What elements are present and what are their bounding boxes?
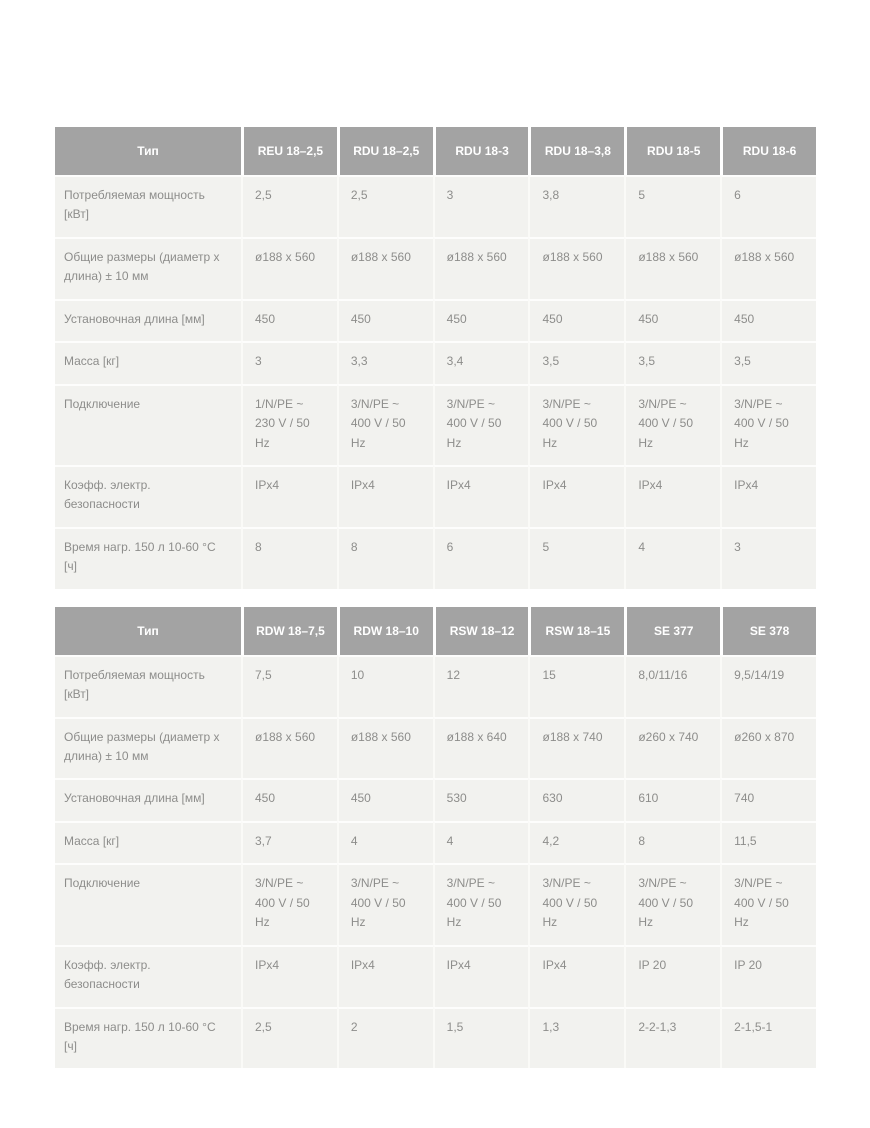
- spec-table-2: [55, 607, 816, 1069]
- table-row: [55, 655, 816, 717]
- table-row: [55, 237, 816, 299]
- cell-value: 530: [433, 778, 529, 820]
- cell-value: IPx4: [241, 945, 337, 1007]
- row-label: Масса [кг]: [55, 821, 241, 863]
- cell-value: ø188 x 560: [624, 237, 720, 299]
- cell-value: IPx4: [720, 465, 816, 527]
- table-row: [55, 384, 816, 465]
- cell-value: ø260 x 740: [624, 717, 720, 779]
- cell-value: 5: [528, 527, 624, 589]
- table-row: [55, 299, 816, 341]
- cell-value: 2: [337, 1007, 433, 1069]
- cell-value: 4: [624, 527, 720, 589]
- model-column-header: RDU 18-5: [624, 127, 720, 175]
- type-column-header: Тип: [55, 607, 241, 655]
- cell-value: IPx4: [241, 465, 337, 527]
- row-label: Время нагр. 150 л 10-60 °C [ч]: [55, 527, 241, 589]
- cell-value: IPx4: [528, 465, 624, 527]
- row-label: Коэфф. электр. безопасности: [55, 465, 241, 527]
- cell-value: 1/N/PE ~ 230 V / 50 Hz: [241, 384, 337, 465]
- cell-value: ø188 x 560: [720, 237, 816, 299]
- model-column-header: SE 378: [720, 607, 816, 655]
- cell-value: ø188 x 560: [433, 237, 529, 299]
- cell-value: 3: [720, 527, 816, 589]
- table-row: [55, 945, 816, 1007]
- cell-value: 3/N/PE ~ 400 V / 50 Hz: [241, 863, 337, 944]
- table-row: [55, 821, 816, 863]
- cell-value: 2-1,5-1: [720, 1007, 816, 1069]
- header-row: [55, 607, 816, 655]
- row-label: Масса [кг]: [55, 341, 241, 383]
- cell-value: ø188 x 640: [433, 717, 529, 779]
- cell-value: 3: [241, 341, 337, 383]
- cell-value: 3,3: [337, 341, 433, 383]
- cell-value: 3/N/PE ~ 400 V / 50 Hz: [528, 384, 624, 465]
- cell-value: 740: [720, 778, 816, 820]
- cell-value: ø188 x 560: [241, 717, 337, 779]
- cell-value: IP 20: [624, 945, 720, 1007]
- cell-value: 3/N/PE ~ 400 V / 50 Hz: [720, 863, 816, 944]
- cell-value: 3/N/PE ~ 400 V / 50 Hz: [624, 384, 720, 465]
- row-label: Коэфф. электр. безопасности: [55, 945, 241, 1007]
- row-label: Общие размеры (диаметр x длина) ± 10 мм: [55, 237, 241, 299]
- table-row: [55, 175, 816, 237]
- cell-value: 8: [624, 821, 720, 863]
- cell-value: 450: [528, 299, 624, 341]
- type-column-header: Тип: [55, 127, 241, 175]
- spec-tables: [55, 127, 816, 1086]
- cell-value: 3/N/PE ~ 400 V / 50 Hz: [337, 863, 433, 944]
- cell-value: 2,5: [337, 175, 433, 237]
- cell-value: 3,5: [624, 341, 720, 383]
- table-row: [55, 778, 816, 820]
- cell-value: IPx4: [528, 945, 624, 1007]
- cell-value: 450: [624, 299, 720, 341]
- cell-value: ø260 x 870: [720, 717, 816, 779]
- row-label: Установочная длина [мм]: [55, 778, 241, 820]
- row-label: Потребляемая мощность [кВт]: [55, 655, 241, 717]
- cell-value: 3,4: [433, 341, 529, 383]
- table-row: [55, 341, 816, 383]
- cell-value: 6: [720, 175, 816, 237]
- model-column-header: RDU 18–3,8: [528, 127, 624, 175]
- cell-value: 1,5: [433, 1007, 529, 1069]
- cell-value: 12: [433, 655, 529, 717]
- cell-value: 3,8: [528, 175, 624, 237]
- cell-value: 3/N/PE ~ 400 V / 50 Hz: [433, 384, 529, 465]
- row-label: Общие размеры (диаметр x длина) ± 10 мм: [55, 717, 241, 779]
- cell-value: 610: [624, 778, 720, 820]
- cell-value: 8: [241, 527, 337, 589]
- cell-value: ø188 x 560: [337, 717, 433, 779]
- cell-value: 3,5: [720, 341, 816, 383]
- model-column-header: REU 18–2,5: [241, 127, 337, 175]
- cell-value: 450: [433, 299, 529, 341]
- cell-value: IPx4: [624, 465, 720, 527]
- table-row: [55, 527, 816, 589]
- cell-value: 7,5: [241, 655, 337, 717]
- cell-value: IPx4: [337, 945, 433, 1007]
- cell-value: 6: [433, 527, 529, 589]
- cell-value: 3/N/PE ~ 400 V / 50 Hz: [624, 863, 720, 944]
- cell-value: 450: [241, 299, 337, 341]
- cell-value: 8,0/11/16: [624, 655, 720, 717]
- model-column-header: RDW 18–10: [337, 607, 433, 655]
- cell-value: IP 20: [720, 945, 816, 1007]
- cell-value: 10: [337, 655, 433, 717]
- cell-value: 450: [241, 778, 337, 820]
- cell-value: 630: [528, 778, 624, 820]
- cell-value: 2-2-1,3: [624, 1007, 720, 1069]
- cell-value: 3/N/PE ~ 400 V / 50 Hz: [720, 384, 816, 465]
- cell-value: 4: [337, 821, 433, 863]
- cell-value: 2,5: [241, 175, 337, 237]
- row-label: Подключение: [55, 863, 241, 944]
- row-label: Потребляемая мощность [кВт]: [55, 175, 241, 237]
- model-column-header: RSW 18–15: [528, 607, 624, 655]
- cell-value: 2,5: [241, 1007, 337, 1069]
- table-row: [55, 717, 816, 779]
- cell-value: 4,2: [528, 821, 624, 863]
- row-label: Установочная длина [мм]: [55, 299, 241, 341]
- cell-value: 450: [720, 299, 816, 341]
- row-label: Подключение: [55, 384, 241, 465]
- cell-value: IPx4: [337, 465, 433, 527]
- cell-value: 3/N/PE ~ 400 V / 50 Hz: [337, 384, 433, 465]
- cell-value: ø188 x 740: [528, 717, 624, 779]
- cell-value: 3/N/PE ~ 400 V / 50 Hz: [433, 863, 529, 944]
- cell-value: 1,3: [528, 1007, 624, 1069]
- cell-value: IPx4: [433, 465, 529, 527]
- table-row: [55, 863, 816, 944]
- cell-value: ø188 x 560: [337, 237, 433, 299]
- cell-value: ø188 x 560: [241, 237, 337, 299]
- cell-value: 3,5: [528, 341, 624, 383]
- cell-value: 11,5: [720, 821, 816, 863]
- model-column-header: RDU 18–2,5: [337, 127, 433, 175]
- cell-value: 15: [528, 655, 624, 717]
- spec-table-1: [55, 127, 816, 589]
- cell-value: IPx4: [433, 945, 529, 1007]
- cell-value: 4: [433, 821, 529, 863]
- model-column-header: SE 377: [624, 607, 720, 655]
- cell-value: 450: [337, 299, 433, 341]
- model-column-header: RDU 18-3: [433, 127, 529, 175]
- cell-value: 9,5/14/19: [720, 655, 816, 717]
- cell-value: 3,7: [241, 821, 337, 863]
- cell-value: 5: [624, 175, 720, 237]
- cell-value: 3/N/PE ~ 400 V / 50 Hz: [528, 863, 624, 944]
- row-label: Время нагр. 150 л 10-60 °C [ч]: [55, 1007, 241, 1069]
- model-column-header: RDW 18–7,5: [241, 607, 337, 655]
- table-row: [55, 1007, 816, 1069]
- cell-value: 450: [337, 778, 433, 820]
- cell-value: ø188 x 560: [528, 237, 624, 299]
- model-column-header: RSW 18–12: [433, 607, 529, 655]
- table-row: [55, 465, 816, 527]
- header-row: [55, 127, 816, 175]
- cell-value: 3: [433, 175, 529, 237]
- cell-value: 8: [337, 527, 433, 589]
- model-column-header: RDU 18-6: [720, 127, 816, 175]
